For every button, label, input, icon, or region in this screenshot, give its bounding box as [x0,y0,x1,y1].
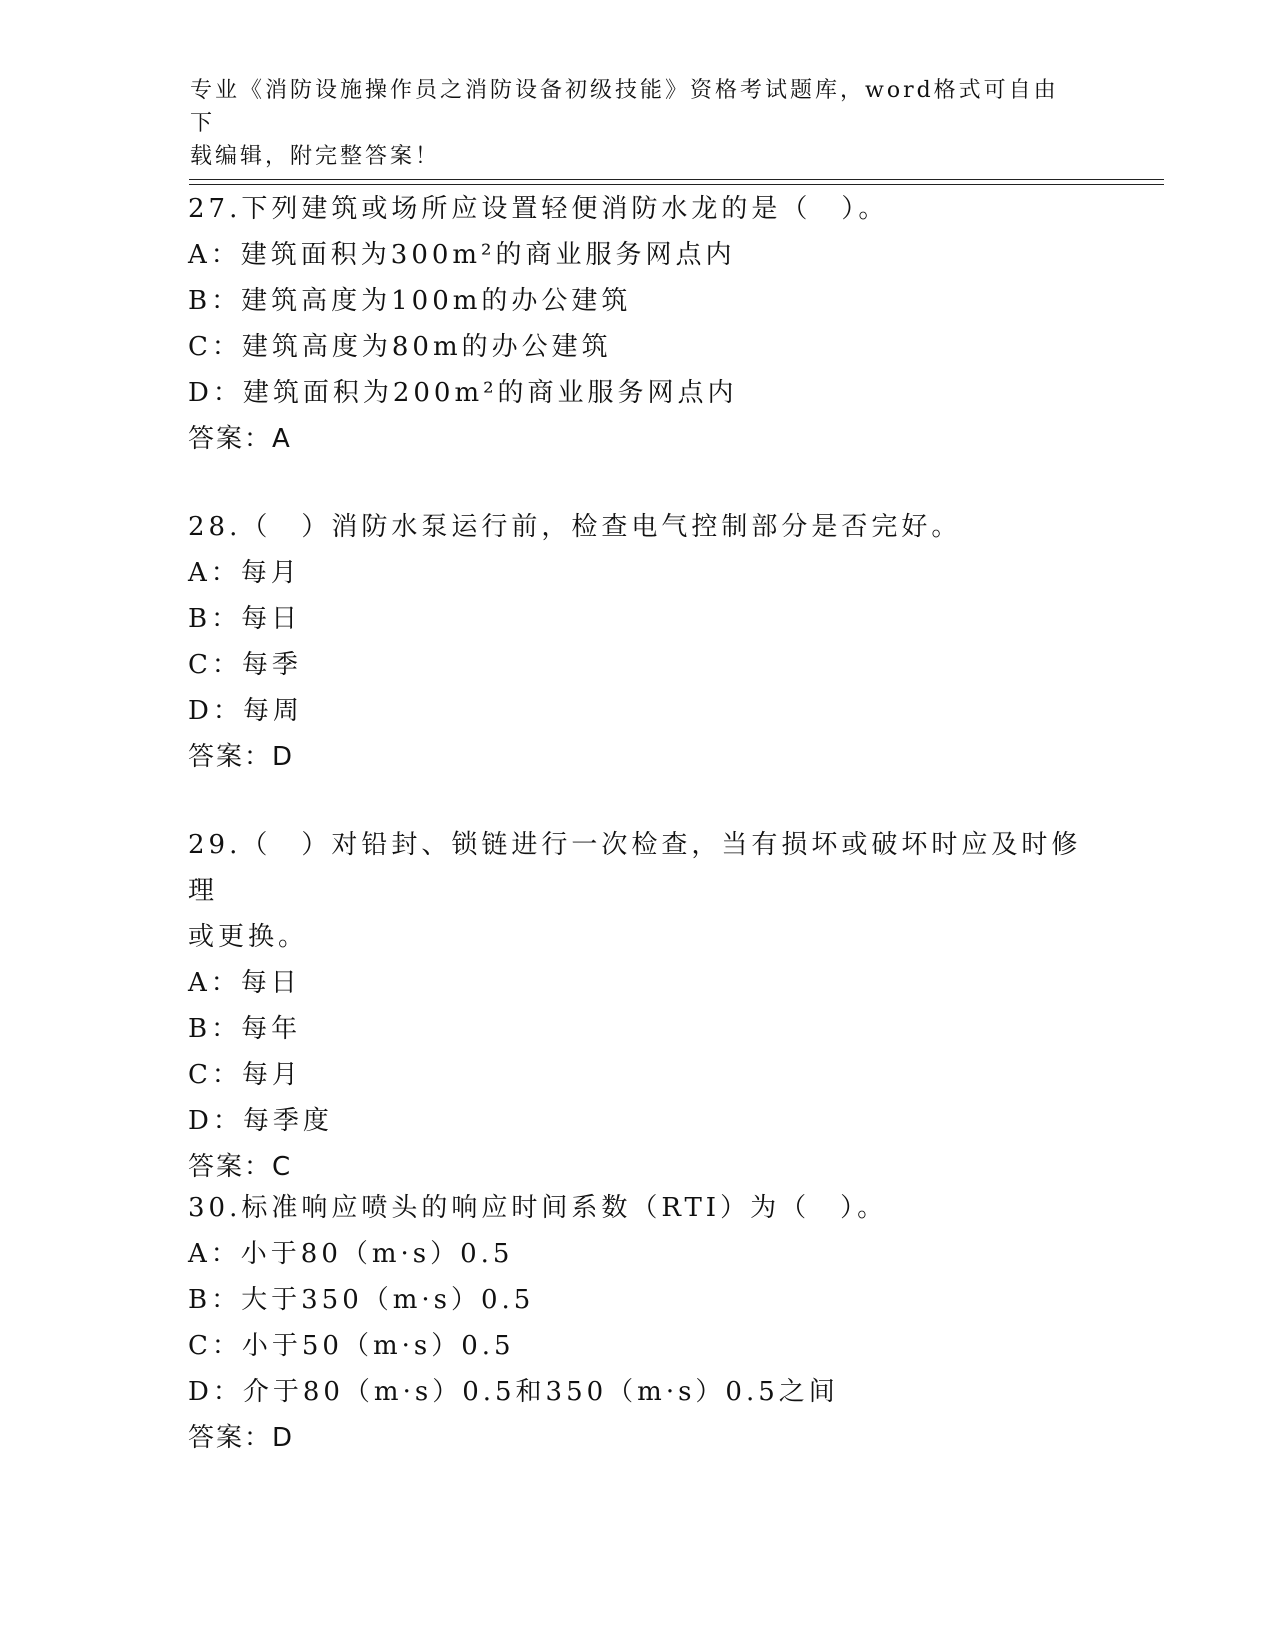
option-a: A：每日 [188,968,301,998]
header-divider-bottom [189,184,1164,185]
option-d: D：每周 [188,696,303,726]
option-b: B：建筑高度为100m的办公建筑 [188,286,632,316]
question-stem: 28.（ ）消防水泵运行前，检查电气控制部分是否完好。 [188,512,962,542]
option-a: A：建筑面积为300m²的商业服务网点内 [188,240,736,270]
option-a: A：小于80（m·s）0.5 [188,1239,514,1269]
answer-line: 答案：A [188,424,292,454]
option-d: D：建筑面积为200m²的商业服务网点内 [188,378,738,408]
document-intro [190,74,1070,173]
question-27 [188,186,1088,462]
answer-line: 答案：D [188,742,295,772]
question-stem-line-1: 29.（ ）对铅封、锁链进行一次检查，当有损坏或破坏时应及时修理 [188,830,1082,906]
header-divider-top [189,179,1164,180]
intro-line-1: 专业《消防设施操作员之消防设备初级技能》资格考试题库，word格式可自由下 [190,78,1059,136]
option-c: C：小于50（m·s）0.5 [188,1331,515,1361]
option-b: B：每日 [188,604,302,634]
answer-line: 答案：D [188,1423,295,1453]
question-28 [188,504,1088,780]
question-stem: 30.标准响应喷头的响应时间系数（RTI）为（ ）。 [188,1193,888,1223]
question-stem-line-2: 或更换。 [188,922,309,952]
answer-line: 答案：C [188,1152,293,1182]
option-d: D：每季度 [188,1106,333,1136]
option-c: C：建筑高度为80m的办公建筑 [188,332,612,362]
question-stem: 27.下列建筑或场所应设置轻便消防水龙的是（ ）。 [188,194,889,224]
option-c: C：每月 [188,1060,302,1090]
option-c: C：每季 [188,650,302,680]
intro-line-2: 载编辑，附完整答案！ [190,144,441,169]
option-d: D：介于80（m·s）0.5和350（m·s）0.5之间 [188,1377,839,1407]
question-30 [188,1185,1088,1461]
question-29 [188,822,1088,1190]
option-a: A：每月 [188,558,301,588]
option-b: B：大于350（m·s）0.5 [188,1285,535,1315]
option-b: B：每年 [188,1014,302,1044]
